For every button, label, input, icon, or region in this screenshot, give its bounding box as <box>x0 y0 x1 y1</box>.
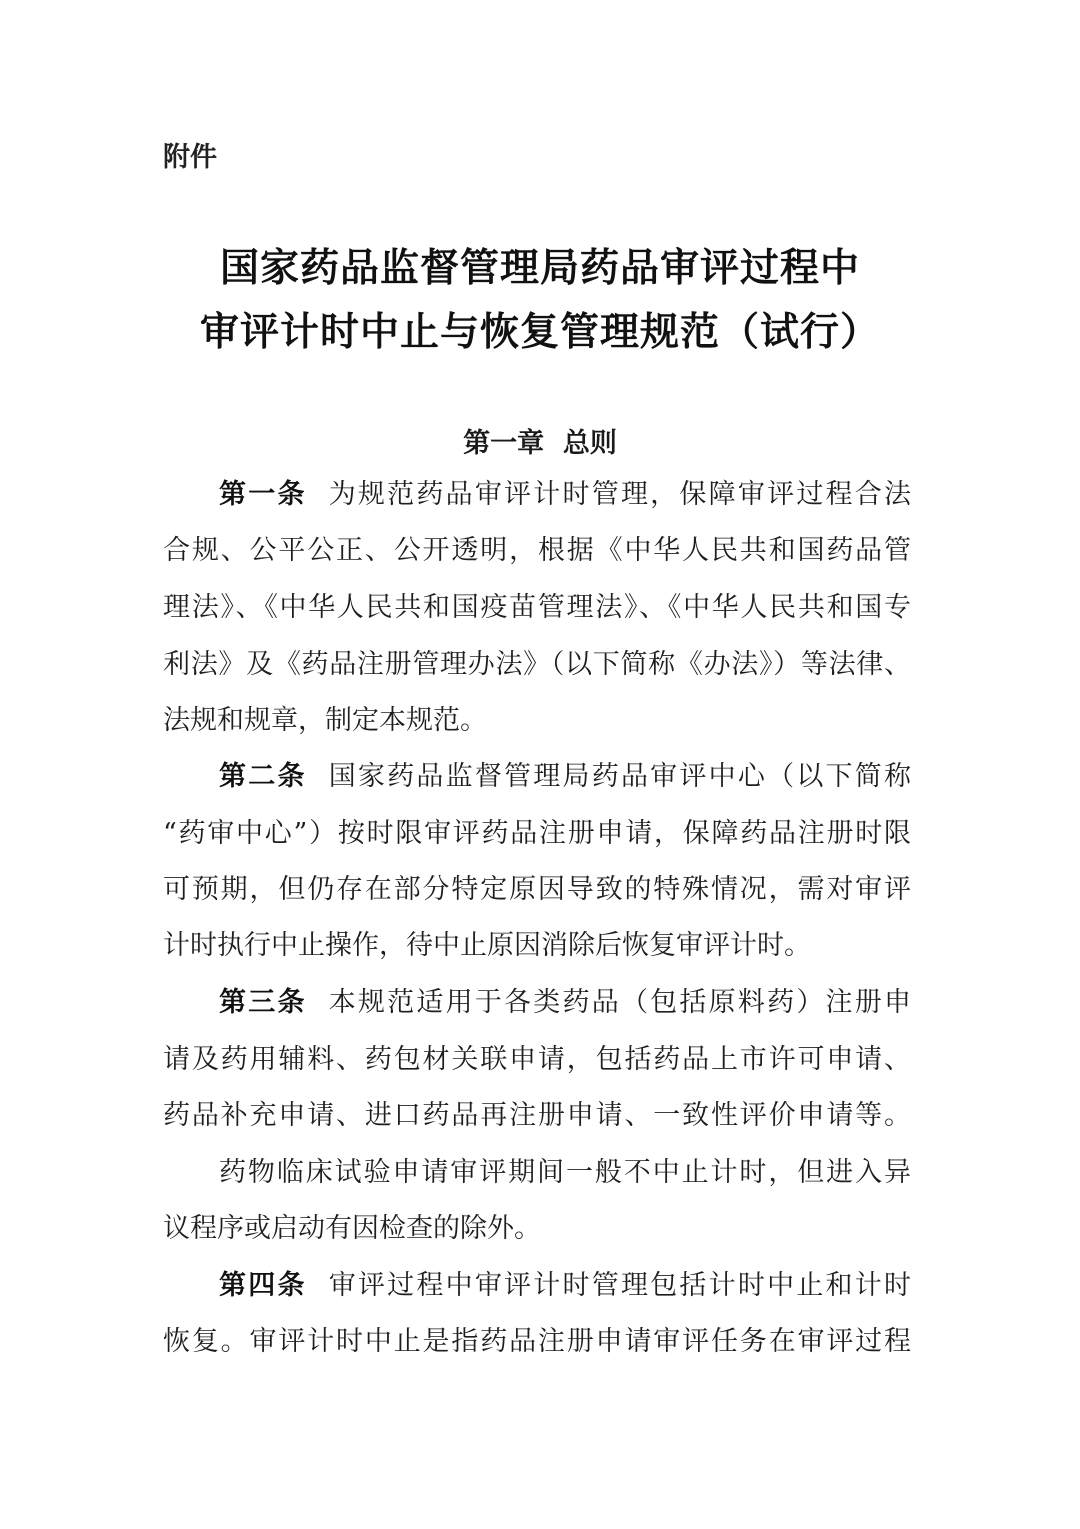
article-4-line-2: 恢复。审评计时中止是指药品注册申请审评任务在审评过程 <box>163 1326 911 1357</box>
article-1-line-5: 法规和规章，制定本规范。 <box>163 705 487 736</box>
article-3-label: 第三条 <box>219 987 307 1018</box>
article-3-line-2: 请及药用辅料、药包材关联申请，包括药品上市许可申请、 <box>163 1044 911 1075</box>
article-2-line-3: 可预期，但仍存在部分特定原因导致的特殊情况，需对审评 <box>163 874 911 905</box>
article-2-text: 国家药品监督管理局药品审评中心（以下简称 <box>328 761 911 792</box>
article-1-label: 第一条 <box>219 479 307 510</box>
article-3-text: 本规范适用于各类药品（包括原料药）注册申 <box>328 987 911 1018</box>
article-3-line-4: 药物临床试验申请审评期间一般不中止计时，但进入异 <box>219 1157 911 1188</box>
article-2-line-1 <box>219 757 911 797</box>
article-2-label: 第二条 <box>219 761 307 792</box>
article-4-line-1 <box>219 1266 911 1306</box>
attachment-label: 附件 <box>163 142 217 173</box>
article-1-text: 为规范药品审评计时管理，保障审评过程合法 <box>328 479 911 510</box>
article-3-line-5: 议程序或启动有因检查的除外。 <box>163 1213 541 1244</box>
document-title-line-1: 国家药品监督管理局药品审评过程中 <box>219 245 860 291</box>
article-2-line-4: 计时执行中止操作，待中止原因消除后恢复审评计时。 <box>163 930 811 961</box>
article-1-line-3: 理法》、《中华人民共和国疫苗管理法》、《中华人民共和国专 <box>163 592 911 623</box>
article-3-line-1 <box>219 983 911 1023</box>
article-1-line-2: 合规、公平公正、公开透明，根据《中华人民共和国药品管 <box>163 535 911 566</box>
article-1-line-4: 利法》及《药品注册管理办法》（以下简称《办法》）等法律、 <box>163 649 911 680</box>
document-title-line-2: 审评计时中止与恢复管理规范（试行） <box>199 309 880 355</box>
article-2-line-2: “药审中心”）按时限审评药品注册申请，保障药品注册时限 <box>163 818 911 849</box>
chapter-heading: 第一章 总则 <box>463 428 617 459</box>
article-1-line-1 <box>219 475 911 515</box>
article-4-label: 第四条 <box>219 1270 307 1301</box>
article-3-line-3: 药品补充申请、进口药品再注册申请、一致性评价申请等。 <box>163 1100 911 1131</box>
article-4-text: 审评过程中审评计时管理包括计时中止和计时 <box>328 1270 911 1301</box>
